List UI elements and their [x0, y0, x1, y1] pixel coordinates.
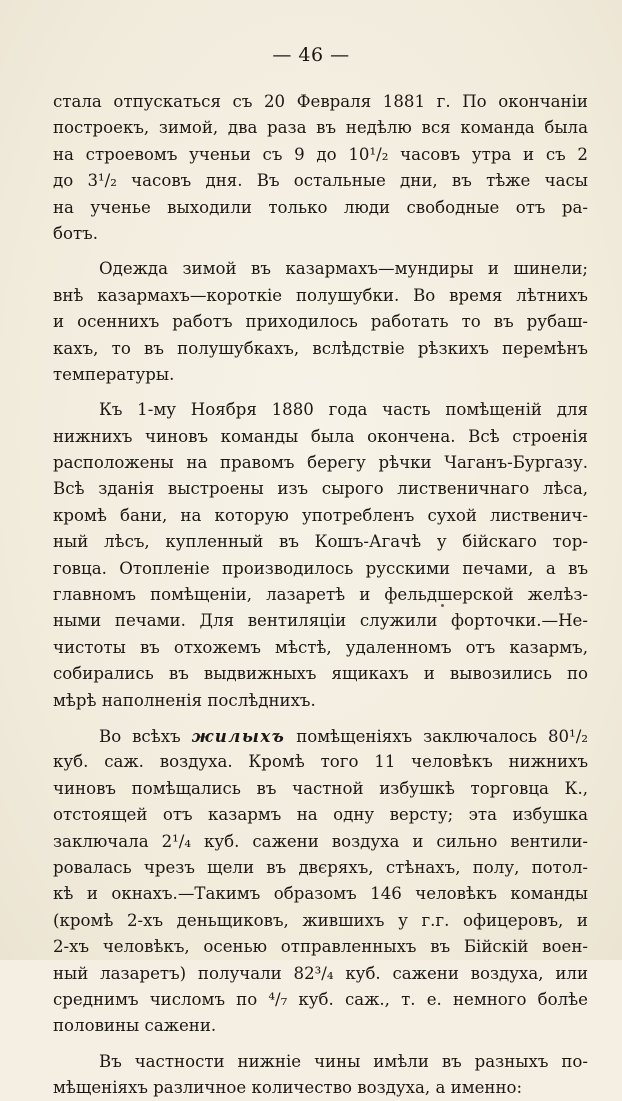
text-line: кахъ, то въ полушубкахъ, вслѣдствіе рѣзкихъ перемѣнъ	[53, 338, 588, 358]
text-line: 2-хъ человѣкъ, осенью отправленныхъ въ Бійскій воен-	[53, 937, 588, 957]
text-line: внѣ казармахъ—короткіе полушубки. Во время лѣтнихъ	[53, 285, 588, 305]
text-line: Во всѣхъ жилыхъ помѣщеніяхъ заключалось 80¹/₂	[99, 725, 588, 746]
text-line: нижнихъ чиновъ команды была окончена. Всѣ строенія	[53, 426, 588, 446]
text-line: куб. саж. воздуха. Кромѣ того 11 человѣкъ нижнихъ	[53, 752, 588, 772]
page-number: — 46 —	[272, 44, 350, 66]
text-line: расположены на правомъ берегу рѣчки Чаганъ-Бургазу.	[53, 453, 588, 473]
text-line: ботъ.	[53, 223, 98, 243]
text-line: ный лазаретъ) получали 82³/₄ куб. сажени воздуха, или	[53, 963, 588, 983]
paragraph	[53, 256, 588, 388]
text-line: на ученье выходили только люди свободные отъ ра-	[53, 197, 588, 217]
ink-speck	[441, 604, 444, 607]
paragraph	[53, 89, 588, 247]
text-line: (кромѣ 2-хъ деньщиковъ, жившихъ у г.г. офицеровъ, и	[53, 910, 588, 930]
text-line: говца. Отопленіе производилось русскими печами, а въ	[53, 558, 588, 578]
text-line: заключала 2¹/₄ куб. сажени воздуха и сильно вентили-	[53, 831, 588, 851]
paragraph	[53, 1049, 588, 1101]
text-line: до 3¹/₂ часовъ дня. Въ остальные дни, въ тѣже часы	[53, 171, 588, 191]
text-line: мѣщеніяхъ различное количество воздуха, а именно:	[53, 1078, 523, 1098]
text-line: Къ 1-му Ноября 1880 года часть помѣщеній для	[99, 400, 588, 420]
text-line: среднимъ числомъ по ⁴/₇ куб. саж., т. е. немного болѣе	[53, 989, 588, 1009]
body-text	[53, 89, 588, 1101]
text-line: стала отпускаться съ 20 Февраля 1881 г. По окончаніи	[53, 92, 588, 111]
text-line: Одежда зимой въ казармахъ—мундиры и шинели;	[99, 259, 588, 279]
text-line: главномъ помѣщеніи, лазаретѣ и фельдшерской желѣз-	[53, 585, 588, 605]
text-line: кѣ и окнахъ.—Такимъ образомъ 146 человѣкъ команды	[53, 884, 588, 904]
text-line: кромѣ бани, на которую употребленъ сухой лиственич-	[53, 505, 588, 525]
text-line: отстоящей отъ казармъ на одну версту; эта избушка	[53, 805, 588, 825]
text-line: чистоты въ отхожемъ мѣстѣ, удаленномъ отъ казармъ,	[53, 637, 588, 657]
emphasized-word: жилыхъ	[191, 725, 286, 746]
text-line: ный лѣсъ, купленный въ Кошъ-Агачѣ у бійскаго тор-	[53, 532, 588, 552]
text-line: Въ частности нижніе чины имѣли въ разныхъ по-	[99, 1051, 588, 1071]
text-line: мѣрѣ наполненія послѣднихъ.	[53, 690, 316, 710]
text-line: чиновъ помѣщались въ частной избушкѣ торговца К.,	[53, 778, 588, 798]
text-line: температуры.	[53, 364, 175, 384]
text-line: половины сажени.	[53, 1016, 217, 1036]
text-line: на строевомъ ученьи съ 9 до 10¹/₂ часовъ утра и съ 2	[53, 144, 588, 164]
text-line: собирались въ выдвижныхъ ящикахъ и вывозились по	[53, 664, 588, 684]
text-line: Всѣ зданія выстроены изъ сырого лиственичнаго лѣса,	[53, 479, 588, 499]
text-line: ровалась чрезъ щели въ двєряхъ, стѣнахъ, полу, потол-	[53, 857, 588, 877]
paragraph	[53, 723, 588, 1040]
text-line: построекъ, зимой, два раза въ недѣлю вся команда была	[53, 118, 588, 138]
paragraph	[53, 397, 588, 714]
text-line: и осеннихъ работъ приходилось работать то въ рубаш-	[53, 312, 588, 332]
text-line: ными печами. Для вентиляціи служили форточки.—Не-	[53, 611, 588, 631]
